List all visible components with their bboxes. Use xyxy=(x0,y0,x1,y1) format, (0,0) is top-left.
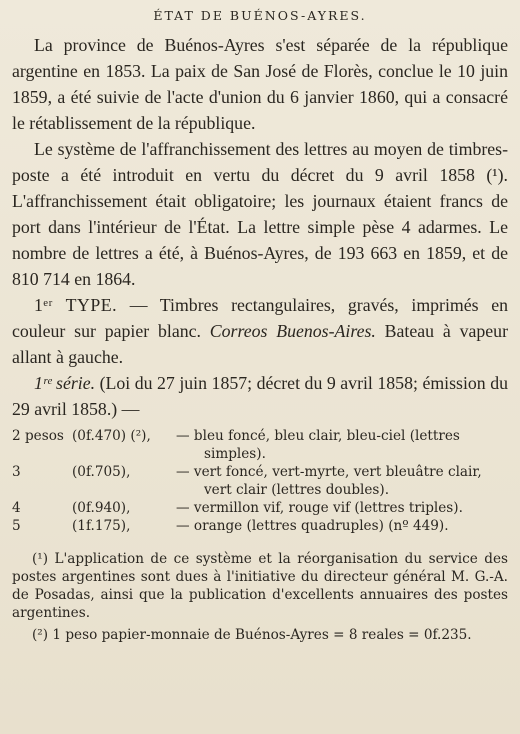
stamp-qty: 5 xyxy=(12,518,21,534)
stamp-desc-cont: vert clair (lettres doubles). xyxy=(204,482,390,498)
series-1-text: (Loi du 27 juin 1857; décret du 9 avril 1858; émission du 29 avril 1858.) — xyxy=(12,373,508,419)
stamp-qty: 4 xyxy=(12,500,21,516)
type-1-label: 1ᵉʳ TYPE. xyxy=(34,295,118,315)
stamp-price: (0f.470) (²), xyxy=(72,428,151,444)
series-1-label: 1ʳᵉ série. xyxy=(34,373,96,393)
stamp-desc: — vert foncé, vert-myrte, vert bleuâtre clair, xyxy=(176,464,482,480)
stamp-row xyxy=(12,499,508,517)
stamp-row xyxy=(12,463,508,499)
stamp-desc: — vermillon vif, rouge vif (lettres triples). xyxy=(176,500,463,516)
page-heading: ÉTAT DE BUÉNOS-AYRES. xyxy=(153,8,367,23)
stamp-price: (0f.705), xyxy=(72,464,131,480)
paragraph-postal-system: Le système de l'affranchissement des lettres au moyen de timbres-poste a été introduit en vertu du décret du 9 avril 1858 (¹). L'affranchissement était obligatoire; les journaux étaient francs de port dans l'intérieur de l'État. La lettre simple pèse 4 adarmes. Le nombre de lettres a été, à Buénos-Ayres, de 193 663 en 1859, et de 810 714 en 1864. xyxy=(12,139,508,289)
footnote-2: (²) 1 peso papier-monnaie de Buénos-Ayres = 8 reales = 0f.235. xyxy=(32,627,472,643)
stamp-price: (1f.175), xyxy=(72,518,131,534)
stamp-row xyxy=(12,517,508,535)
stamp-qty: 2 pesos xyxy=(12,428,64,444)
type-1-paragraph xyxy=(12,292,508,370)
series-1-paragraph xyxy=(12,370,508,422)
stamp-desc: — bleu foncé, bleu clair, bleu-ciel (lettres xyxy=(176,428,460,444)
type-1-text-a: — Timbres rectangulaires, gravés, imprimés en couleur sur papier blanc. xyxy=(12,295,508,341)
paragraph-history: La province de Buénos-Ayres s'est séparée de la république argentine en 1853. La paix de San José de Florès, conclue le 10 juin 1859, a été suivie de l'acte d'union du 6 janvier 1860, qui a consacré le rétablissement de la république. xyxy=(12,35,508,133)
stamp-desc: — orange (lettres quadruples) (nº 449). xyxy=(176,518,449,534)
type-1-text-b: Bateau à vapeur allant à gauche. xyxy=(12,321,508,367)
footnotes xyxy=(12,550,508,644)
footnote-1: (¹) L'application de ce système et la réorganisation du service des postes argentines sont dues à l'initiative du directeur général M. G.-A. de Posadas, ainsi que la publication d'excellents annuaires des postes argentines. xyxy=(12,551,508,621)
stamp-qty: 3 xyxy=(12,464,21,480)
type-1-inscription: Correos Buenos-Aires. xyxy=(209,321,376,341)
stamp-price: (0f.940), xyxy=(72,500,131,516)
stamp-listing xyxy=(12,427,508,535)
stamp-desc-cont: simples). xyxy=(204,446,266,462)
stamp-row xyxy=(12,427,508,463)
